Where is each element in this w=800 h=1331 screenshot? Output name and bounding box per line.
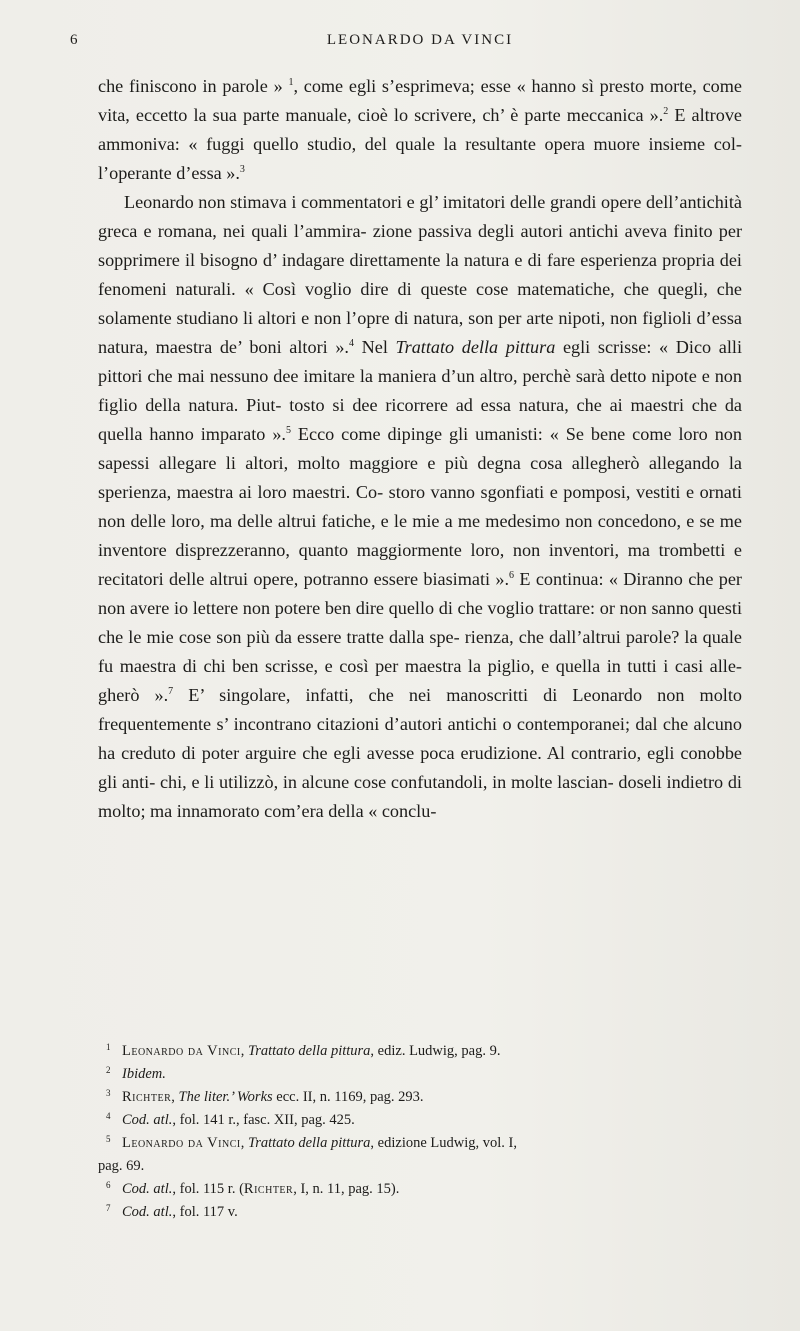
footnote [98,1132,742,1155]
text-run: , [240,1043,248,1059]
text-run: egli scrisse: « Dico alli pittori che mai nessuno dee imitare la maniera d’un altro, perchè sarà detto nipote e non figlio della natura. Piut- tosto si dee ricorrere ad essa natura, che ai maestri che da quella hanno imparato ». [98,337,742,444]
footnote-reference: 3 [239,163,245,175]
text-run: , edizione Ludwig, vol. I, [370,1135,518,1151]
text-run: Nel [353,337,396,357]
body-text [98,72,742,826]
footnote-reference: 6 [509,569,515,581]
footnote [98,1155,742,1178]
footnote [98,1063,742,1086]
text-run: , [171,1089,179,1105]
running-head: LEONARDO DA VINCI [326,32,514,48]
italic-text: Cod. atl. [122,1112,173,1128]
italic-text: Trattato della pittura [247,1043,371,1059]
text-run: E’ singolare, infatti, che nei manoscritti di Leonardo non molto frequentemente s’ incontrano citazioni d’autori antichi o contemporanei; dal che alcuno ha creduto di poter arguire che egli avesse poca erudizione. Al contrario, egli conobbe gli anti- chi, e li utilizzò, in alcune cose confutandoli, in molte lascian- doseli indietro di molto; ma innamorato com’era della « conclu- [98,685,742,821]
footnote-number: 5 [106,1134,111,1144]
text-run: Ecco come dipinge gli umanisti: « Se bene come loro non sapessi allegare li altori, molto maggiore e più degna cosa allegherò allegando la sperienza, maestra ai loro maestri. Co- storo vanno sgonfiati e pomposi, vestiti e ornati non delle loro, ma delle altrui fatiche, e le mie a me medesimo non concedono, e se me inventore disprezzeranno, quanto maggiormente loro, non inventori, ma trombetti e recitatori delle altrui opere, potranno essere biasimati ». [98,424,742,589]
text-run: E continua: « Diranno che per non avere io lettere non potere ben dire quello di che voglio trattare: or non sanno questi che le mie cose son più da essere tratte dalla spe- rienza, che dall’altrui parole? la quale fu maestra di chi ben scrisse, e così per maestra la piglio, e quella in tutti i casi alle- gherò ». [98,569,742,705]
text-run: , fol. 141 r., fasc. XII, pag. 425. [172,1112,355,1128]
footnote-reference: 7 [168,685,174,697]
text-run: pag. 69. [98,1158,145,1174]
text-run: , fol. 117 v. [172,1204,238,1220]
italic-text: The liter.’ Works [178,1089,273,1105]
author-name: Richter [243,1181,294,1197]
text-run: che finiscono in parole » [98,76,289,96]
text-run: , come egli s’esprimeva; esse « hanno sì presto morte, come vita, eccetto la sua parte manuale, cioè lo scrivere, ch’ è parte meccanica ». [98,76,742,125]
footnote-number: 4 [106,1111,111,1121]
page-header [70,32,742,72]
footnote [98,1178,742,1201]
text-run: , ediz. Ludwig, pag. 9. [370,1043,501,1059]
paragraph [98,188,742,826]
footnotes [98,1040,742,1224]
italic-text: Cod. atl. [122,1181,173,1197]
footnote-number: 6 [106,1180,111,1190]
text-run: , fol. 115 r. ( [172,1181,244,1197]
footnote-reference: 1 [288,76,294,88]
italic-text: Ibidem. [122,1066,166,1082]
footnote-reference: 2 [663,105,669,117]
paragraph [98,72,742,188]
footnote-number: 2 [106,1065,111,1075]
italic-text: Trattato della pittura [395,337,556,357]
footnote [98,1109,742,1132]
text-run: , I, n. 11, pag. 15). [293,1181,400,1197]
text-run: E altrove ammoniva: « fuggi quello studio, del quale la resultante opera muore insieme col- l’operante d’essa ». [98,105,742,183]
italic-text: Cod. atl. [122,1204,173,1220]
footnote-reference: 4 [348,337,354,349]
footnote-number: 1 [106,1042,111,1052]
footnote-number: 7 [106,1203,111,1213]
footnote [98,1201,742,1224]
footnote [98,1086,742,1109]
text-run: ecc. II, n. 1169, pag. 293. [272,1089,424,1105]
author-name: Leonardo da Vinci [122,1043,241,1059]
italic-text: Trattato della pittura [247,1135,371,1151]
page-number: 6 [70,32,78,48]
text-run: , [240,1135,248,1151]
author-name: Richter [122,1089,172,1105]
text-run: Leonardo non stimava i commentatori e gl’ imitatori delle grandi opere dell’antichità greca e romana, nei quali l’ammira- zione passiva degli autori antichi aveva finito per sopprimere il bisogno d’ indagare direttamente la natura e di fare esperienza propria dei fenomeni naturali. « Così voglio dire di queste cose matematiche, che quegli, che solamente studiano li altori e non l’opre di natura, son per arte nipoti, non figlioli d’essa natura, maestra de’ boni altori ». [98,192,742,357]
footnote-number: 3 [106,1088,111,1098]
footnote [98,1040,742,1063]
author-name: Leonardo da Vinci [122,1135,241,1151]
footnote-reference: 5 [285,424,291,436]
